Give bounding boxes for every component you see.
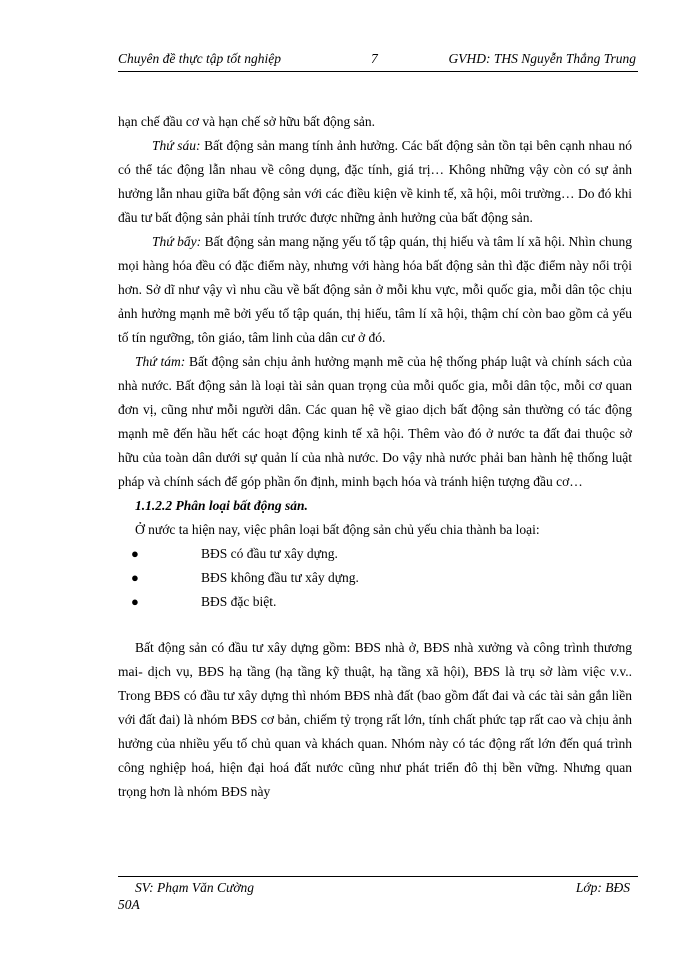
spacer — [118, 614, 632, 636]
paragraph-lead: Thứ sáu: — [152, 138, 201, 153]
paragraph-text: Bất động sản mang nặng yếu tố tập quán, thị hiếu và tâm lí xã hội. Nhìn chung mọi hàng hóa đều có đặc điểm này, nhưng với hàng hóa bất động sản thì đặc điểm này nổi trội hơn. Sở dĩ như vậy vì nhu cầu về bất động sản ở mỗi khu vực, mỗi quốc gia, mỗi dân tộc chịu ảnh hưởng mạnh mẽ bởi yếu tố tập quán, thị hiếu, tâm lí xã hội, thậm chí còn bao gồm cả yếu tố tín ngưỡng, tôn giáo, tâm linh của dân cư ở đó. — [118, 234, 633, 345]
paragraph-thu-sau — [118, 134, 632, 230]
page-header — [118, 49, 638, 72]
paragraph-classification: Ở nước ta hiện nay, việc phân loại bất động sản chủ yếu chia thành ba loại: — [135, 522, 540, 537]
list-item-text: BĐS không đầu tư xây dựng. — [201, 570, 359, 585]
page-number: 7 — [371, 51, 378, 66]
list-item — [118, 542, 632, 566]
bullet-icon: ● — [131, 546, 139, 561]
list-item — [118, 590, 632, 614]
header-advisor: GVHD: THS Nguyễn Thắng Trung — [448, 51, 636, 66]
header-title: Chuyên đề thực tập tốt nghiệp — [118, 51, 281, 66]
section-heading: 1.1.2.2 Phân loại bất động sản. — [135, 498, 308, 513]
footer-student: SV: Phạm Văn Cường — [135, 880, 255, 895]
bullet-icon: ● — [131, 594, 139, 609]
paragraph-thu-bay — [118, 230, 632, 350]
bullet-list — [118, 542, 632, 614]
paragraph-lead: Thứ tám: — [135, 354, 186, 369]
page-body — [118, 110, 632, 804]
paragraph-thu-tam — [118, 350, 632, 494]
list-item-text: BĐS có đầu tư xây dựng. — [201, 546, 338, 561]
paragraph-0: hạn chế đầu cơ và hạn chế sở hữu bất động sản. — [118, 114, 376, 129]
footer-class: Lớp: BĐS — [575, 880, 630, 895]
list-item-text: BĐS đặc biệt. — [201, 594, 277, 609]
paragraph-investment: Bất động sản có đầu tư xây dựng gồm: BĐS nhà ở, BĐS nhà xưởng và công trình thương mai- dịch vụ, BĐS hạ tầng (hạ tầng kỹ thuật, hạ tầng xã hội), BĐS là trụ sở làm việc v.v.. Trong BĐS có đầu tư xây dựng thì nhóm BĐS nhà đất (bao gồm đất đai và các tài sản gắn liền với đất đai) là nhóm BĐS cơ bản, chiếm tỷ trọng rất lớn, tính chất phức tạp rất cao và chịu ảnh hưởng của nhiều yếu tố chủ quan và khách quan. Nhóm này có tác động rất lớn đến quá trình công nghiệp hoá, hiện đại hoá đất nước cũng như phát triển đô thị bền vững. Nhưng quan trọng hơn là nhóm BĐS này — [118, 640, 632, 799]
footer-class-suffix: 50A — [118, 897, 140, 912]
paragraph-lead: Thứ bẩy: — [152, 234, 202, 249]
paragraph-text: Bất động sản chịu ảnh hưởng mạnh mẽ của hệ thống pháp luật và chính sách của nhà nước. Bất động sản là loại tài sản quan trọng của mỗi quốc gia, mỗi dân tộc, mỗi cơ quan đơn vị, cũng như mỗi người dân. Các quan hệ về giao dịch bất động sản thường có tác động mạnh mẽ đến hầu hết các hoạt động kinh tế xã hội. Thêm vào đó ở nước ta đất đai thuộc sở hữu của toàn dân dưới sự quản lí của nhà nước. Do vậy nhà nước phải ban hành hệ thống luật pháp và chính sách để góp phần ổn định, minh bạch hóa và tránh hiện tượng đầu cơ… — [118, 354, 632, 489]
paragraph-text: Bất động sản mang tính ảnh hưởng. Các bất động sản tồn tại bên cạnh nhau nó có thể tác động lẫn nhau về công dụng, đặc tính, giá trị… Không những vậy còn có sự ảnh hưởng lẫn nhau giữa bất động sản với các điều kiện về kinh tế, xã hội, môi trường… Do đó khi đầu tư bất động sản phải tính trước được những ảnh hưởng của bất động sản. — [118, 138, 633, 225]
page-footer — [118, 876, 638, 912]
list-item — [118, 566, 632, 590]
bullet-icon: ● — [131, 570, 139, 585]
